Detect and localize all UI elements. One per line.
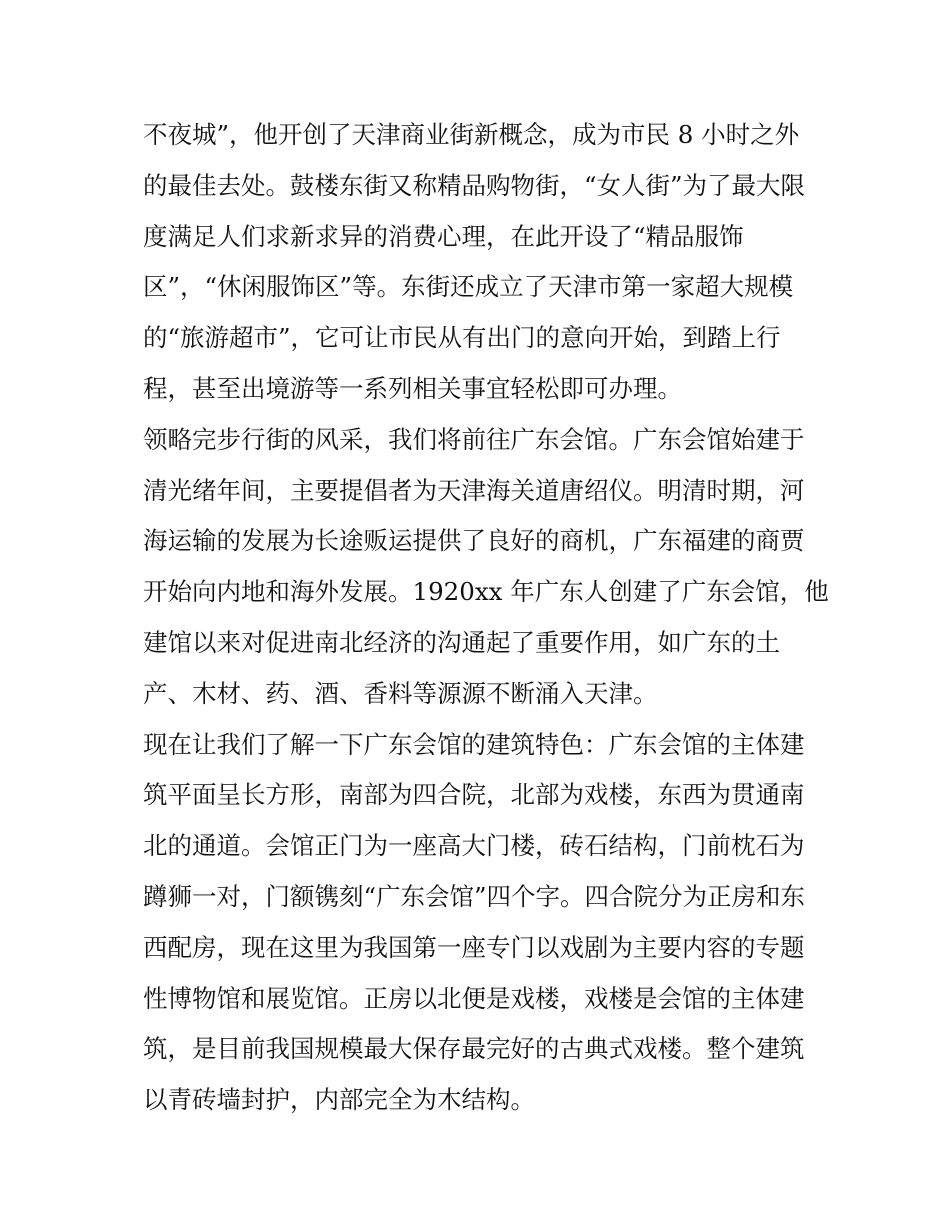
text-line: 筑，是目前我国规模最大保存最完好的古典式戏楼。整个建筑: [143, 1034, 805, 1064]
text-line: 现在让我们了解一下广东会馆的建筑特色：广东会馆的主体建: [143, 729, 805, 759]
body-text: [143, 110, 829, 1126]
text-line: 的“旅游超市”，它可让市民从有出门的意向开始，到踏上行: [143, 323, 781, 353]
text-line: 以青砖墙封护，内部完全为木结构。: [143, 1085, 535, 1115]
text-line: 度满足人们求新求异的消费心理，在此开设了“精品服饰: [143, 221, 744, 251]
text-line: 筑平面呈长方形，南部为四合院，北部为戏楼，东西为贯通南: [143, 780, 805, 810]
text-line: 不夜城”，他开创了天津商业街新概念，成为市民 8 小时之外: [143, 120, 800, 149]
text-line: 海运输的发展为长途贩运提供了良好的商机，广东福建的商贾: [143, 526, 805, 556]
text-line: 产、木材、药、酒、香料等源源不断涌入天津。: [143, 678, 658, 708]
text-line: 领略完步行街的风采，我们将前往广东会馆。广东会馆始建于: [143, 424, 805, 454]
text-line: 北的通道。会馆正门为一座高大门楼，砖石结构，门前枕石为: [143, 831, 805, 861]
text-line: 开始向内地和海外发展。1920xx 年广东人创建了广东会馆，他: [143, 577, 829, 607]
text-line: 清光绪年间，主要提倡者为天津海关道唐绍仪。明清时期，河: [143, 475, 805, 505]
text-line: 区”，“休闲服饰区”等。东街还成立了天津市第一家超大规模: [143, 272, 794, 302]
text-line: 蹲狮一对，门额镌刻“广东会馆”四个字。四合院分为正房和东: [143, 881, 806, 911]
text-line: 西配房，现在这里为我国第一座专门以戏剧为主要内容的专题: [143, 932, 805, 962]
text-line: 的最佳去处。鼓楼东街又称精品购物街，“女人街”为了最大限: [143, 170, 806, 200]
text-line: 性博物馆和展览馆。正房以北便是戏楼，戏楼是会馆的主体建: [143, 983, 805, 1013]
text-line: 程，甚至出境游等一系列相关事宜轻松即可办理。: [143, 373, 682, 403]
text-line: 建馆以来对促进南北经济的沟通起了重要作用，如广东的土: [143, 627, 780, 657]
